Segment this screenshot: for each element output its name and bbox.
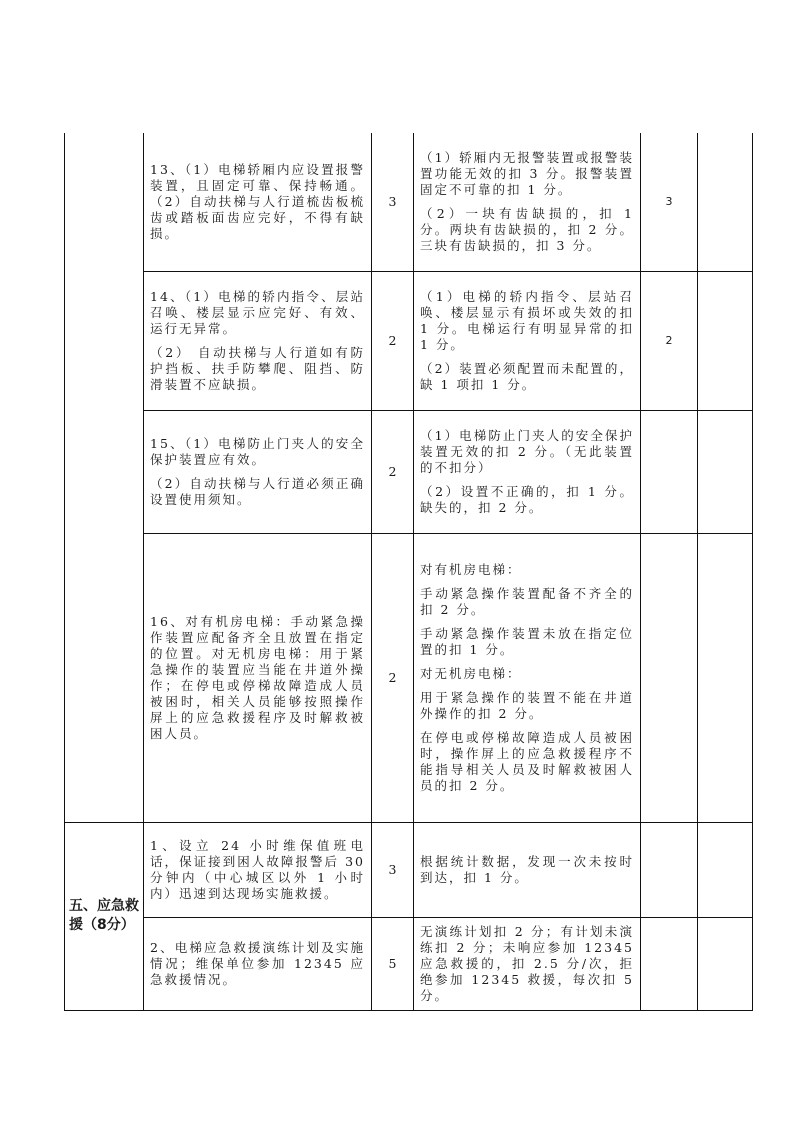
remark-cell [698,822,753,917]
requirement-cell [144,533,372,822]
requirement-paragraph: 16、对有机房电梯：手动紧急操作装置应配备齐全且放置在指定的位置。对无机房电梯：用于紧急操作的装置应当能在井道外操作；在停电或停梯故障造成人员被困时，相关人员能够按照操作屏上的应急救援程序及时解救被困人员。 [150,613,365,741]
criteria-paragraph: 对无机房电梯： [420,665,522,681]
score-cell [641,917,698,1010]
category-cell [65,133,144,822]
criteria-cell [414,133,641,271]
requirement-paragraph: 14、（1）电梯的轿内指令、层站召唤、楼层显示应完好、有效、运行无异常。 [150,288,365,336]
criteria-paragraph: 无演练计划扣 2 分；有计划未演练扣 2 分；未响应参加 12345 应急救援的，扣 2.5 分/次，拒绝参加 12345 救援，每次扣 5 分。 [420,923,634,1003]
remark-cell [698,133,753,271]
remark-cell [698,917,753,1010]
requirement-cell [144,271,372,410]
criteria-cell [414,822,641,917]
criteria-paragraph: 根据统计数据，发现一次未按时到达，扣 1 分。 [420,853,634,885]
table-row [65,133,753,271]
remark-cell [698,410,753,533]
points-cell: 2 [372,410,414,533]
criteria-cell [414,271,641,410]
requirement-paragraph: （2）自动扶梯与人行道必须正确设置使用须知。 [150,475,365,507]
requirement-paragraph: 2、电梯应急救援演练计划及实施情况；维保单位参加 12345 应急救援情况。 [150,939,365,987]
score-cell [641,533,698,822]
points-cell: 3 [372,822,414,917]
criteria-paragraph: （2）装置必须配置而未配置的，缺 1 项扣 1 分。 [420,360,634,392]
criteria-paragraph: （2）设置不正确的，扣 1 分。缺失的，扣 2 分。 [420,483,634,515]
requirement-paragraph: （2） 自动扶梯与人行道如有防护挡板、扶手防攀爬、阻挡、防滑装置不应缺损。 [150,344,365,392]
criteria-paragraph: 手动紧急操作装置未放在指定位置的扣 1 分。 [420,625,634,657]
criteria-cell [414,533,641,822]
requirement-cell [144,917,372,1010]
table-row [65,822,753,917]
criteria-paragraph: （2）一块有齿缺损的，扣 1 分。两块有齿缺损的，扣 2 分。三块有齿缺损的，扣 3 分。 [420,205,634,253]
table-row [65,533,753,822]
requirement-paragraph: 13、（1）电梯轿厢内应设置报警装置，且固定可靠、保持畅通。（2）自动扶梯与人行道梳齿板梳齿或踏板面齿应完好，不得有缺损。 [150,161,365,241]
table-row [65,271,753,410]
score-cell [641,410,698,533]
criteria-paragraph: （1）电梯的轿内指令、层站召唤、楼层显示有损坏或失效的扣 1 分。电梯运行有明显异常的扣 1 分。 [420,288,634,352]
criteria-paragraph: 在停电或停梯故障造成人员被困时，操作屏上的应急救援程序不能指导相关人员及时解救被困人员的扣 2 分。 [420,729,634,793]
criteria-paragraph: 对有机房电梯： [420,561,522,577]
table-row [65,410,753,533]
points-cell: 2 [372,533,414,822]
table-row [65,917,753,1010]
requirement-paragraph: 1、设立 24 小时维保值班电话，保证接到困人故障报警后 30 分钟内（中心城区以外 1 小时内）迅速到达现场实施救援。 [150,837,365,901]
requirement-cell [144,133,372,271]
points-cell: 3 [372,133,414,271]
criteria-paragraph: （1）电梯防止门夹人的安全保护装置无效的扣 2 分。（无此装置的不扣分） [420,427,634,475]
score-cell: 2 [641,271,698,410]
criteria-paragraph: 手动紧急操作装置配备不齐全的扣 2 分。 [420,585,634,617]
points-cell: 2 [372,271,414,410]
criteria-paragraph: 用于紧急操作的装置不能在井道外操作的扣 2 分。 [420,689,634,721]
remark-cell [698,533,753,822]
score-cell: 3 [641,133,698,271]
remark-cell [698,271,753,410]
evaluation-table [64,133,753,1011]
category-cell: 五、应急救援（8分） [65,822,144,1010]
criteria-cell [414,917,641,1010]
points-cell: 5 [372,917,414,1010]
requirement-cell [144,410,372,533]
criteria-cell [414,410,641,533]
score-cell [641,822,698,917]
requirement-paragraph: 15、（1）电梯防止门夹人的安全保护装置应有效。 [150,435,365,467]
requirement-cell [144,822,372,917]
criteria-paragraph: （1）轿厢内无报警装置或报警装置功能无效的扣 3 分。报警装置固定不可靠的扣 1 分。 [420,149,634,197]
